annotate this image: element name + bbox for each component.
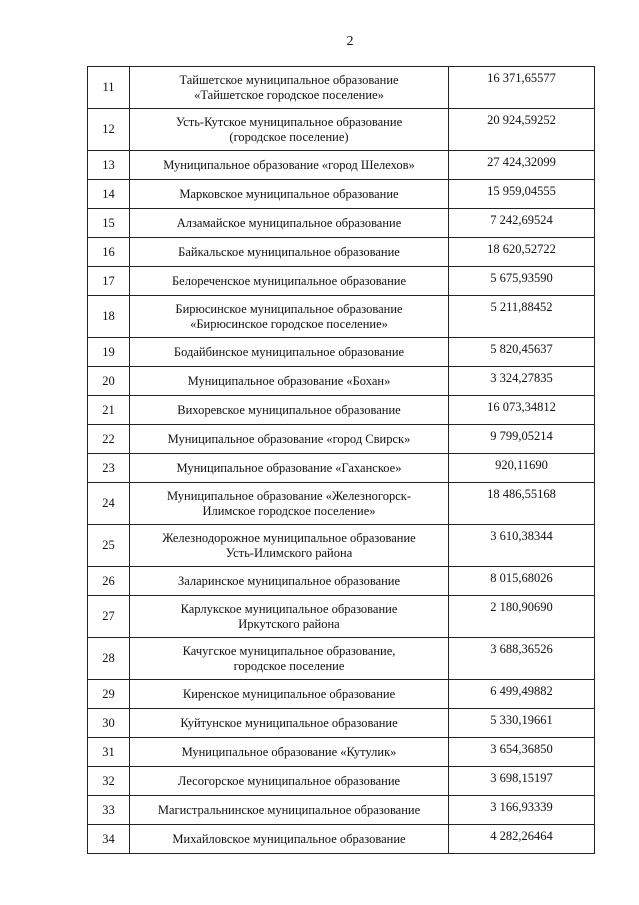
municipality-name (130, 738, 449, 767)
table-row (88, 367, 595, 396)
municipality-name (130, 596, 449, 638)
allocation-value: 3 610,38344 (449, 525, 595, 567)
municipality-name (130, 151, 449, 180)
municipality-name-line: Муниципальное образование «город Шелехов» (163, 157, 415, 172)
row-number: 15 (88, 209, 130, 238)
municipality-name (130, 180, 449, 209)
municipality-name-line: Тайшетское муниципальное образование (179, 72, 399, 87)
row-number: 34 (88, 825, 130, 854)
row-number: 26 (88, 567, 130, 596)
table-row (88, 709, 595, 738)
table-row (88, 825, 595, 854)
row-number: 16 (88, 238, 130, 267)
municipality-name-line: Усть-Илимского района (225, 545, 353, 560)
municipality-name-line: Илимское городское поселение» (202, 503, 376, 518)
municipality-name (130, 638, 449, 680)
municipality-name (130, 796, 449, 825)
allocation-value: 18 486,55168 (449, 483, 595, 525)
municipality-name-line: Киренское муниципальное образование (182, 686, 396, 701)
table-row (88, 483, 595, 525)
municipality-name-line: Муниципальное образование «город Свирск» (167, 431, 411, 446)
table-row (88, 151, 595, 180)
municipality-name (130, 767, 449, 796)
row-number: 20 (88, 367, 130, 396)
allocation-value: 9 799,05214 (449, 425, 595, 454)
municipality-name-line: Заларинское муниципальное образование (177, 573, 401, 588)
municipality-name (130, 709, 449, 738)
table-row (88, 396, 595, 425)
allocation-value: 5 675,93590 (449, 267, 595, 296)
row-number: 31 (88, 738, 130, 767)
municipality-name (130, 67, 449, 109)
municipality-name-line: Муниципальное образование «Железногорск- (166, 488, 411, 503)
allocation-value: 6 499,49882 (449, 680, 595, 709)
row-number: 25 (88, 525, 130, 567)
row-number: 14 (88, 180, 130, 209)
allocation-value: 16 371,65577 (449, 67, 595, 109)
table-row (88, 567, 595, 596)
municipality-name-line: Марковское муниципальное образование (179, 186, 399, 201)
allocation-value: 5 330,19661 (449, 709, 595, 738)
municipality-name-line: Бодайбинское муниципальное образование (173, 344, 405, 359)
municipality-name-line: Муниципальное образование «Бохан» (187, 373, 391, 388)
table-row (88, 680, 595, 709)
municipality-name-line: Муниципальное образование «Кутулик» (181, 744, 397, 759)
table-row (88, 638, 595, 680)
allocation-value: 16 073,34812 (449, 396, 595, 425)
row-number: 22 (88, 425, 130, 454)
municipality-name (130, 454, 449, 483)
row-number: 12 (88, 109, 130, 151)
table-row (88, 425, 595, 454)
row-number: 32 (88, 767, 130, 796)
allocation-value: 3 324,27835 (449, 367, 595, 396)
allocation-value: 18 620,52722 (449, 238, 595, 267)
page-number: 2 (346, 34, 354, 49)
allocation-value: 4 282,26464 (449, 825, 595, 854)
municipality-name-line: Карлукское муниципальное образование (180, 601, 398, 616)
table-row (88, 180, 595, 209)
table-row (88, 796, 595, 825)
municipality-name-line: Алзамайское муниципальное образование (176, 215, 402, 230)
municipality-name-line: Куйтунское муниципальное образование (180, 715, 398, 730)
municipality-name-line: Железнодорожное муниципальное образование (162, 530, 416, 545)
allocation-value: 3 654,36850 (449, 738, 595, 767)
table-row (88, 767, 595, 796)
municipality-name (130, 238, 449, 267)
municipality-name (130, 825, 449, 854)
municipality-name-line: Иркутского района (238, 616, 340, 631)
table-row (88, 454, 595, 483)
row-number: 23 (88, 454, 130, 483)
municipality-name-line: Качугское муниципальное образование, (182, 643, 396, 658)
municipality-name-line: Белореченское муниципальное образование (172, 273, 406, 288)
municipality-name (130, 425, 449, 454)
municipality-name (130, 367, 449, 396)
table-row (88, 296, 595, 338)
municipality-name-line: городское поселение (233, 658, 345, 673)
municipality-name (130, 525, 449, 567)
allocation-value: 3 166,93339 (449, 796, 595, 825)
row-number: 13 (88, 151, 130, 180)
row-number: 18 (88, 296, 130, 338)
row-number: 11 (88, 67, 130, 109)
table-row (88, 238, 595, 267)
table-row (88, 109, 595, 151)
table-row (88, 596, 595, 638)
allocation-value: 5 820,45637 (449, 338, 595, 367)
allocation-value: 15 959,04555 (449, 180, 595, 209)
allocation-value: 5 211,88452 (449, 296, 595, 338)
municipality-name-line: (городское поселение) (229, 129, 349, 144)
table-row (88, 67, 595, 109)
row-number: 28 (88, 638, 130, 680)
allocation-value: 3 688,36526 (449, 638, 595, 680)
municipality-name-line: Бирюсинское муниципальное образование (175, 301, 403, 316)
table-row (88, 267, 595, 296)
row-number: 29 (88, 680, 130, 709)
row-number: 30 (88, 709, 130, 738)
row-number: 19 (88, 338, 130, 367)
municipality-name (130, 296, 449, 338)
table-body (88, 67, 595, 854)
municipality-name-line: Магистральнинское муниципальное образование (157, 802, 421, 817)
allocation-value: 27 424,32099 (449, 151, 595, 180)
row-number: 21 (88, 396, 130, 425)
row-number: 24 (88, 483, 130, 525)
row-number: 33 (88, 796, 130, 825)
municipality-name-line: Усть-Кутское муниципальное образование (175, 114, 403, 129)
allocation-value: 2 180,90690 (449, 596, 595, 638)
table-row (88, 525, 595, 567)
row-number: 17 (88, 267, 130, 296)
municipality-name (130, 209, 449, 238)
municipality-name-line: Вихоревское муниципальное образование (177, 402, 401, 417)
municipal-allocation-table (87, 66, 595, 854)
table-row (88, 338, 595, 367)
table-row (88, 738, 595, 767)
allocation-value: 8 015,68026 (449, 567, 595, 596)
allocation-value: 3 698,15197 (449, 767, 595, 796)
municipality-name-line: «Тайшетское городское поселение» (194, 87, 384, 102)
municipality-name-line: Байкальское муниципальное образование (178, 244, 400, 259)
municipality-name-line: Муниципальное образование «Гаханское» (176, 460, 402, 475)
table-row (88, 209, 595, 238)
allocation-value: 7 242,69524 (449, 209, 595, 238)
municipality-name (130, 396, 449, 425)
allocation-value: 20 924,59252 (449, 109, 595, 151)
allocation-value: 920,11690 (449, 454, 595, 483)
municipality-name (130, 680, 449, 709)
row-number: 27 (88, 596, 130, 638)
municipality-name-line: «Бирюсинское городское поселение» (190, 316, 388, 331)
municipality-name (130, 338, 449, 367)
municipality-name (130, 267, 449, 296)
municipality-name (130, 109, 449, 151)
municipality-name (130, 483, 449, 525)
municipality-name-line: Михайловское муниципальное образование (172, 831, 406, 846)
municipality-name-line: Лесогорское муниципальное образование (177, 773, 401, 788)
municipality-name (130, 567, 449, 596)
